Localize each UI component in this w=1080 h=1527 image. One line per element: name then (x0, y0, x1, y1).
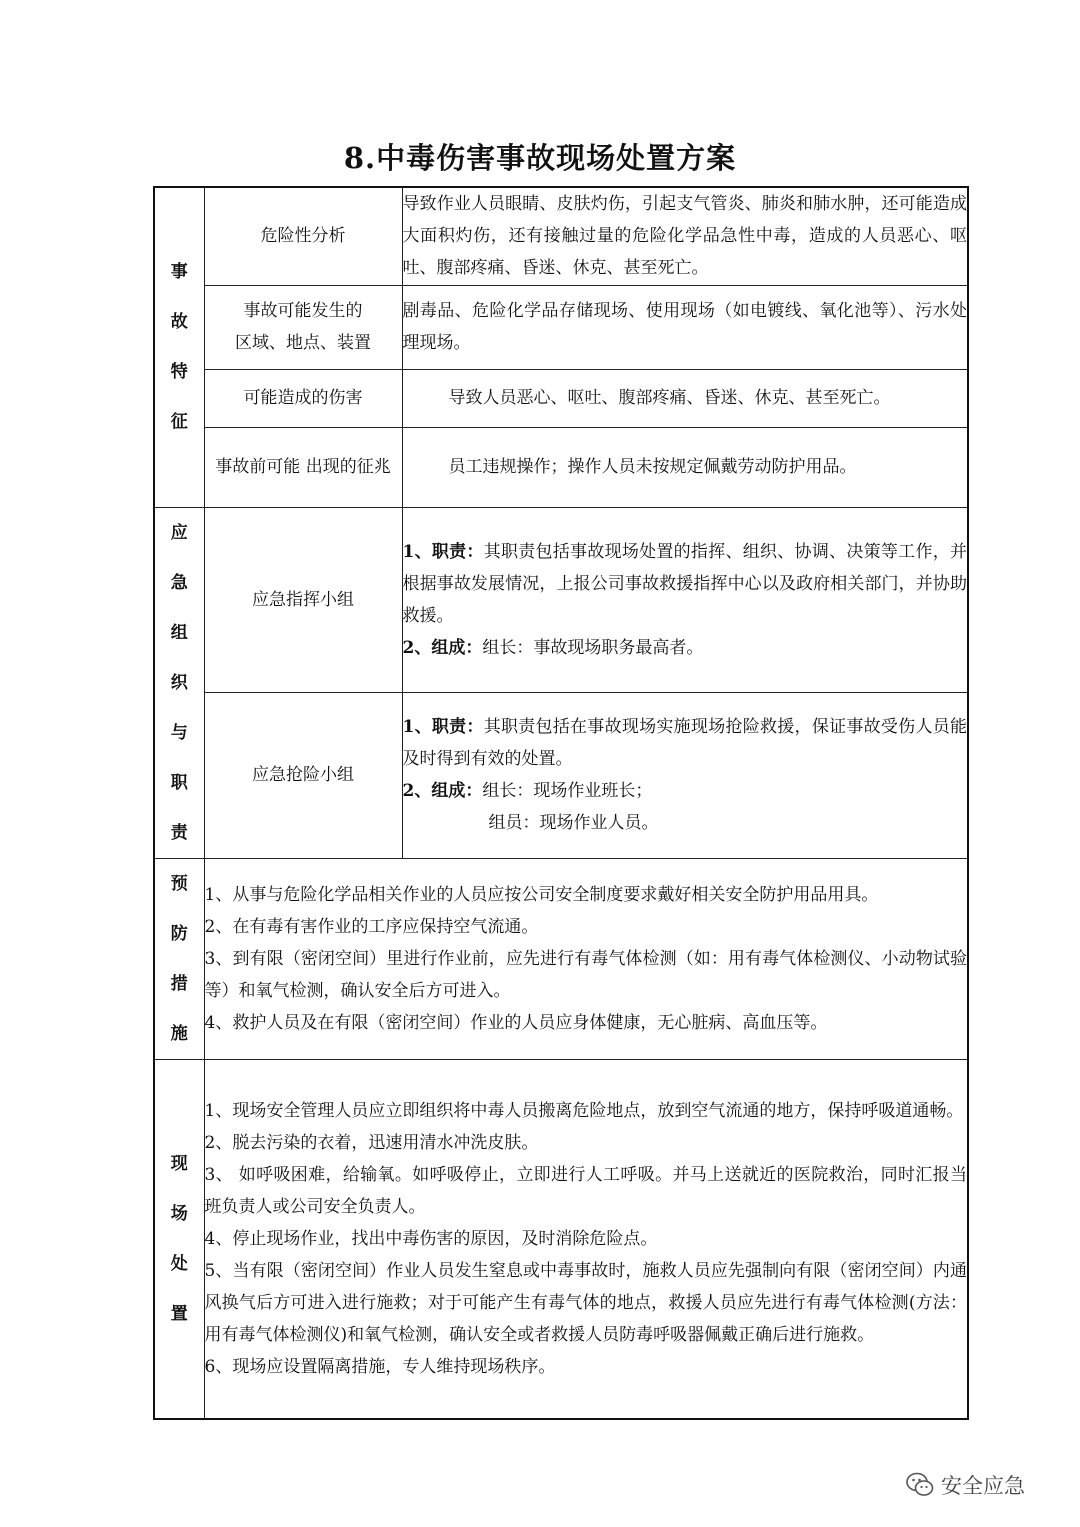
wechat-icon (905, 1470, 935, 1500)
table-row (154, 427, 968, 507)
duty-text: 1、职责：其职责包括在事故现场实施现场抢险救援，保证事故受伤人员能及时得到有效的处置。 (402, 717, 967, 770)
table-row (154, 285, 968, 369)
members-text: 组员：现场作业人员。 (488, 813, 659, 834)
watermark (905, 1465, 1025, 1505)
list-item: 1、从事与危险化学品相关作业的人员应按公司安全制度要求戴好相关安全防护用品用具。 (204, 884, 879, 905)
row-content: 导致人员恶心、呕吐、腹部疼痛、昏迷、休克、甚至死亡。 (402, 369, 968, 427)
prevention-list (204, 858, 968, 1059)
table-row (154, 1059, 968, 1419)
section-label-onsite: 现 场 处 置 (154, 1059, 204, 1419)
section-label-organization: 应 急 组 织 与 职 责 (154, 507, 204, 858)
table-row (154, 507, 968, 693)
list-item: 6、现场应设置隔离措施，专人维持现场秩序。 (204, 1356, 556, 1377)
row-content (402, 507, 968, 693)
list-item: 4、救护人员及在有限（密闭空间）作业的人员应身体健康，无心脏病、高血压等。 (204, 1012, 828, 1033)
list-item: 5、当有限（密闭空间）作业人员发生窒息或中毒事故时，施救人员应先强制向有限（密闭空间）内通风换气后方可进入进行施救；对于可能产生有毒气体的地点，救援人员应先进行有毒气体检测(方法：用有毒气体检测仪)和氧气检测，确认安全或者救援人员防毒呼吸器佩戴正确后进行施救。 (204, 1260, 967, 1345)
row-label: 应急指挥小组 (204, 507, 402, 693)
table-row (154, 858, 968, 1059)
watermark-text: 安全应急 (941, 1474, 1025, 1498)
section-label-accident-features: 事 故 特 征 (154, 187, 204, 507)
row-content (402, 693, 968, 858)
row-content: 剧毒品、危险化学品存储现场、使用现场（如电镀线、氧化池等）、污水处理现场。 (402, 285, 968, 369)
list-item: 2、脱去污染的衣着，迅速用清水冲洗皮肤。 (204, 1132, 539, 1153)
list-item: 4、停止现场作业，找出中毒伤害的原因，及时消除危险点。 (204, 1228, 658, 1249)
table-row (154, 693, 968, 858)
row-label: 可能造成的伤害 (204, 369, 402, 427)
row-label: 事故前可能 出现的征兆 (204, 427, 402, 507)
emergency-plan-table (153, 186, 969, 1420)
table-row (154, 369, 968, 427)
onsite-list (204, 1059, 968, 1419)
members-text: 2、组成：组长：事故现场职务最高者。 (402, 637, 704, 658)
page-title: 8.中毒伤害事故现场处置方案 (343, 141, 737, 175)
duty-text: 1、职责：其职责包括事故现场处置的指挥、组织、协调、决策等工作，并根据事故发展情况，上报公司事故救援指挥中心以及政府相关部门，并协助救援。 (402, 541, 967, 626)
row-label: 应急抢险小组 (204, 693, 402, 858)
members-text: 2、组成：组长：现场作业班长； (402, 781, 653, 802)
row-content: 员工违规操作；操作人员未按规定佩戴劳动防护用品。 (402, 427, 968, 507)
table-row (154, 187, 968, 285)
list-item: 3、到有限（密闭空间）里进行作业前，应先进行有毒气体检测（如：用有毒气体检测仪、小动物试验等）和氧气检测，确认安全后方可进入。 (204, 948, 967, 1001)
list-item: 2、在有毒有害作业的工序应保持空气流通。 (204, 916, 539, 937)
list-item: 1、现场安全管理人员应立即组织将中毒人员搬离危险地点，放到空气流通的地方，保持呼吸道通畅。 (204, 1100, 964, 1121)
row-content: 导致作业人员眼睛、皮肤灼伤，引起支气管炎、肺炎和肺水肿，还可能造成大面积灼伤，还有接触过量的危险化学品急性中毒，造成的人员恶心、呕吐、腹部疼痛、昏迷、休克、甚至死亡。 (402, 187, 968, 285)
list-item: 3、 如呼吸困难，给输氧。如呼吸停止，立即进行人工呼吸。并马上送就近的医院救治，同时汇报当班负责人或公司安全负责人。 (204, 1164, 967, 1217)
row-label: 危险性分析 (204, 187, 402, 285)
section-label-prevention: 预 防 措 施 (154, 858, 204, 1059)
row-label: 事故可能发生的 区域、地点、装置 (204, 285, 402, 369)
